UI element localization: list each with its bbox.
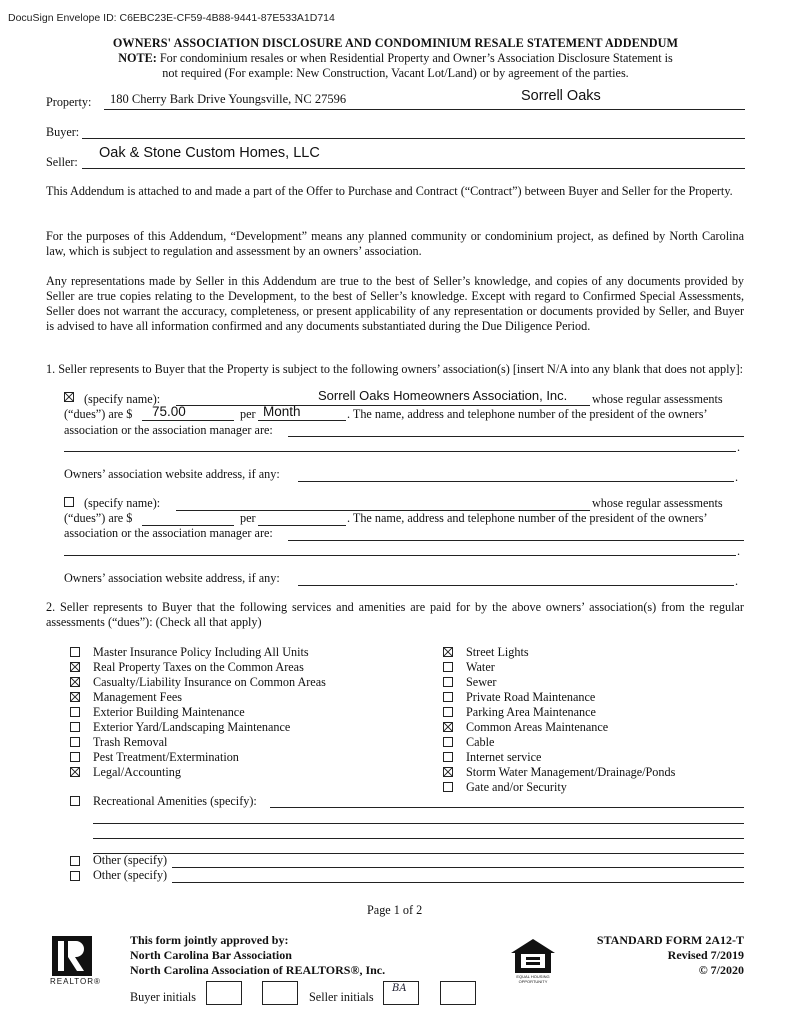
other-2-label: Other (specify): [93, 868, 168, 882]
association-2-manager-field[interactable]: [288, 540, 744, 541]
equal-housing-text-1: EQUAL HOUSING: [516, 974, 550, 979]
form-revised: Revised 7/2019: [667, 948, 744, 962]
representations-paragraph: Any representations made by Seller in this Addendum are true to the best of Seller’s knowledge, and copies of any documents provided by Seller are true copies relating to the Development, to the best of Seller’s knowledge. Except with regard to Confirmed Special Assessments, Seller does not warrant the accuracy, completeness, or present applicability of any representation or documents provided by Seller, and Buyer is advised to have all information confirmed and any documents substantiated during the Due Diligence Period.: [46, 274, 744, 333]
amenity-checkbox[interactable]: [443, 692, 453, 702]
association-1-manager-line-2[interactable]: [64, 451, 736, 452]
amenity-checkbox[interactable]: [70, 722, 80, 732]
manager-label: association or the association manager are:: [64, 423, 273, 437]
seller-initials-box-1[interactable]: [383, 981, 419, 1005]
amenity-label: Parking Area Maintenance: [466, 705, 596, 719]
property-address-line: [104, 109, 516, 110]
amenity-label: Water: [466, 660, 495, 674]
docusign-envelope-id: DocuSign Envelope ID: C6EBC23E-CF59-4B88-9441-87E533A1D714: [8, 12, 335, 24]
other-1-label: Other (specify): [93, 853, 168, 867]
per-label: per: [240, 511, 256, 525]
period-mark: .: [735, 470, 739, 484]
amenity-checkbox[interactable]: [443, 677, 453, 687]
recreational-amenities-checkbox[interactable]: [70, 796, 80, 806]
section-1-intro: 1. Seller represents to Buyer that the Property is subject to the following owners’ association(s) [insert N/A into any blank that does not apply]:: [46, 362, 744, 376]
amenity-checkbox[interactable]: [70, 647, 80, 657]
note-label: NOTE:: [118, 51, 157, 65]
amenity-checkbox[interactable]: [70, 752, 80, 762]
amenity-label: Master Insurance Policy Including All Units: [93, 645, 309, 659]
dues-label: (“dues”) are $: [64, 511, 133, 525]
form-name: STANDARD FORM 2A12-T: [596, 933, 744, 947]
buyer-initials-box-2[interactable]: [262, 981, 298, 1005]
amenity-checkbox[interactable]: [443, 647, 453, 657]
whose-assessments-label: whose regular assessments: [592, 392, 723, 406]
association-2-checkbox[interactable]: [64, 497, 74, 507]
amenity-label: Legal/Accounting: [93, 765, 181, 779]
amenity-label: Internet service: [466, 750, 542, 764]
amenity-label: Real Property Taxes on the Common Areas: [93, 660, 304, 674]
association-2-website-field[interactable]: [298, 585, 734, 586]
website-label: Owners’ association website address, if any:: [64, 467, 280, 481]
dues-label: (“dues”) are $: [64, 407, 133, 421]
recreational-amenities-line-3[interactable]: [93, 838, 744, 839]
association-1-website-field[interactable]: [298, 481, 734, 482]
amenity-checkbox[interactable]: [70, 692, 80, 702]
page-number: Page 1 of 2: [367, 903, 423, 917]
other-1-checkbox[interactable]: [70, 856, 80, 866]
approved-by-label: This form jointly approved by:: [130, 933, 289, 947]
specify-name-label: (specify name):: [84, 392, 161, 406]
seller-line: [82, 168, 745, 169]
amenity-label: Pest Treatment/Extermination: [93, 750, 239, 764]
president-info-text: . The name, address and telephone number of the president of the owners’: [347, 511, 708, 525]
buyer-field[interactable]: [82, 138, 745, 139]
amenity-label: Exterior Building Maintenance: [93, 705, 245, 719]
approved-by: [130, 933, 385, 978]
period-mark: .: [737, 544, 741, 558]
period-mark: .: [735, 574, 739, 588]
seller-field[interactable]: Oak & Stone Custom Homes, LLC: [99, 145, 320, 161]
president-info-text: . The name, address and telephone number of the president of the owners’: [347, 407, 708, 421]
note-line-1: For condominium resales or when Residential Property and Owner’s Association Disclosure Statement is: [159, 51, 673, 65]
amenity-label: Trash Removal: [93, 735, 168, 749]
association-1-per-field[interactable]: Month: [263, 404, 301, 419]
association-1-name-line: [176, 405, 590, 406]
document-note: [0, 51, 791, 80]
buyer-label: Buyer:: [46, 125, 80, 139]
recreational-amenities-line-4[interactable]: [93, 853, 744, 854]
equal-housing-icon: [510, 937, 556, 973]
seller-label: Seller:: [46, 155, 78, 169]
amenity-checkbox[interactable]: [443, 737, 453, 747]
addendum-paragraph: This Addendum is attached to and made a part of the Offer to Purchase and Contract (“Contract”) between Buyer and Seller for the Property.: [46, 184, 733, 198]
equal-housing-text-2: OPPORTUNITY: [518, 979, 548, 984]
specify-name-label: (specify name):: [84, 496, 161, 510]
seller-initials-label: Seller initials: [309, 990, 374, 1004]
association-1-per-line: [258, 420, 346, 421]
recreational-amenities-field[interactable]: [270, 807, 744, 808]
section-2-intro: 2. Seller represents to Buyer that the following services and amenities are paid for by the above owners’ association(s) from the regular assessments (“dues”): (Check all that apply): [46, 600, 744, 629]
amenity-label: Private Road Maintenance: [466, 690, 596, 704]
amenity-checkbox[interactable]: [443, 782, 453, 792]
amenity-label: Casualty/Liability Insurance on Common Areas: [93, 675, 326, 689]
amenity-checkbox[interactable]: [70, 662, 80, 672]
seller-initials-signature: BA: [392, 983, 407, 994]
development-definition-paragraph: For the purposes of this Addendum, “Development” means any planned community or condominium project, as defined by North Carolina law, which is subject to regulation and assessment by an owners’ association.: [46, 229, 744, 258]
amenity-label: Management Fees: [93, 690, 183, 704]
per-label: per: [240, 407, 256, 421]
recreational-amenities-line-2[interactable]: [93, 823, 744, 824]
association-1-manager-field[interactable]: [288, 436, 744, 437]
amenity-checkbox[interactable]: [70, 767, 80, 777]
amenity-label: Exterior Yard/Landscaping Maintenance: [93, 720, 291, 734]
amenity-label: Street Lights: [466, 645, 529, 659]
property-label: Property:: [46, 95, 92, 109]
amenity-checkbox[interactable]: [70, 737, 80, 747]
document-title: OWNERS' ASSOCIATION DISCLOSURE AND CONDOMINIUM RESALE STATEMENT ADDENDUM: [112, 36, 679, 50]
buyer-initials-box-1[interactable]: [206, 981, 242, 1005]
amenity-checkbox[interactable]: [443, 707, 453, 717]
whose-assessments-label: whose regular assessments: [592, 496, 723, 510]
note-line-2: not required (For example: New Construction, Vacant Lot/Land) or by agreement of the parties.: [162, 65, 629, 80]
association-1-dues-line: [142, 420, 234, 421]
amenity-label: Sewer: [466, 675, 497, 689]
amenity-checkbox[interactable]: [443, 767, 453, 777]
amenity-checkbox[interactable]: [443, 722, 453, 732]
realtor-logo-text: REALTOR®: [50, 977, 101, 986]
website-label: Owners’ association website address, if any:: [64, 571, 280, 585]
amenity-label: Storm Water Management/Drainage/Ponds: [466, 765, 676, 779]
subdivision-line: [516, 109, 745, 110]
manager-label: association or the association manager are:: [64, 526, 273, 540]
subdivision-field[interactable]: Sorrell Oaks: [521, 88, 601, 104]
amenity-label: Gate and/or Security: [466, 780, 567, 794]
bar-association: North Carolina Bar Association: [130, 948, 292, 962]
seller-initials-box-2[interactable]: [440, 981, 476, 1005]
property-address-field[interactable]: 180 Cherry Bark Drive Youngsville, NC 27596: [110, 92, 347, 106]
amenity-checkbox[interactable]: [70, 707, 80, 717]
equal-housing-text: [513, 974, 553, 984]
amenity-checkbox[interactable]: [443, 662, 453, 672]
other-2-checkbox[interactable]: [70, 871, 80, 881]
buyer-initials-label: Buyer initials: [130, 990, 197, 1004]
association-1-name-field[interactable]: Sorrell Oaks Homeowners Association, Inc.: [318, 388, 568, 403]
association-1-checkbox[interactable]: [64, 392, 74, 402]
period-mark: .: [737, 440, 741, 454]
recreational-amenities-label: Recreational Amenities (specify):: [93, 794, 257, 808]
other-1-field[interactable]: [172, 867, 744, 868]
amenity-checkbox[interactable]: [70, 677, 80, 687]
form-copyright: © 7/2020: [698, 963, 744, 977]
association-1-dues-field[interactable]: 75.00: [152, 404, 186, 419]
association-2-manager-line-2[interactable]: [64, 555, 736, 556]
amenity-label: Cable: [466, 735, 495, 749]
form-info: [560, 933, 744, 978]
other-2-field[interactable]: [172, 882, 744, 883]
amenity-checkbox[interactable]: [443, 752, 453, 762]
amenity-label: Common Areas Maintenance: [466, 720, 609, 734]
realtor-logo-icon: [52, 936, 92, 976]
realtors-association: North Carolina Association of REALTORS®, Inc.: [130, 963, 386, 977]
